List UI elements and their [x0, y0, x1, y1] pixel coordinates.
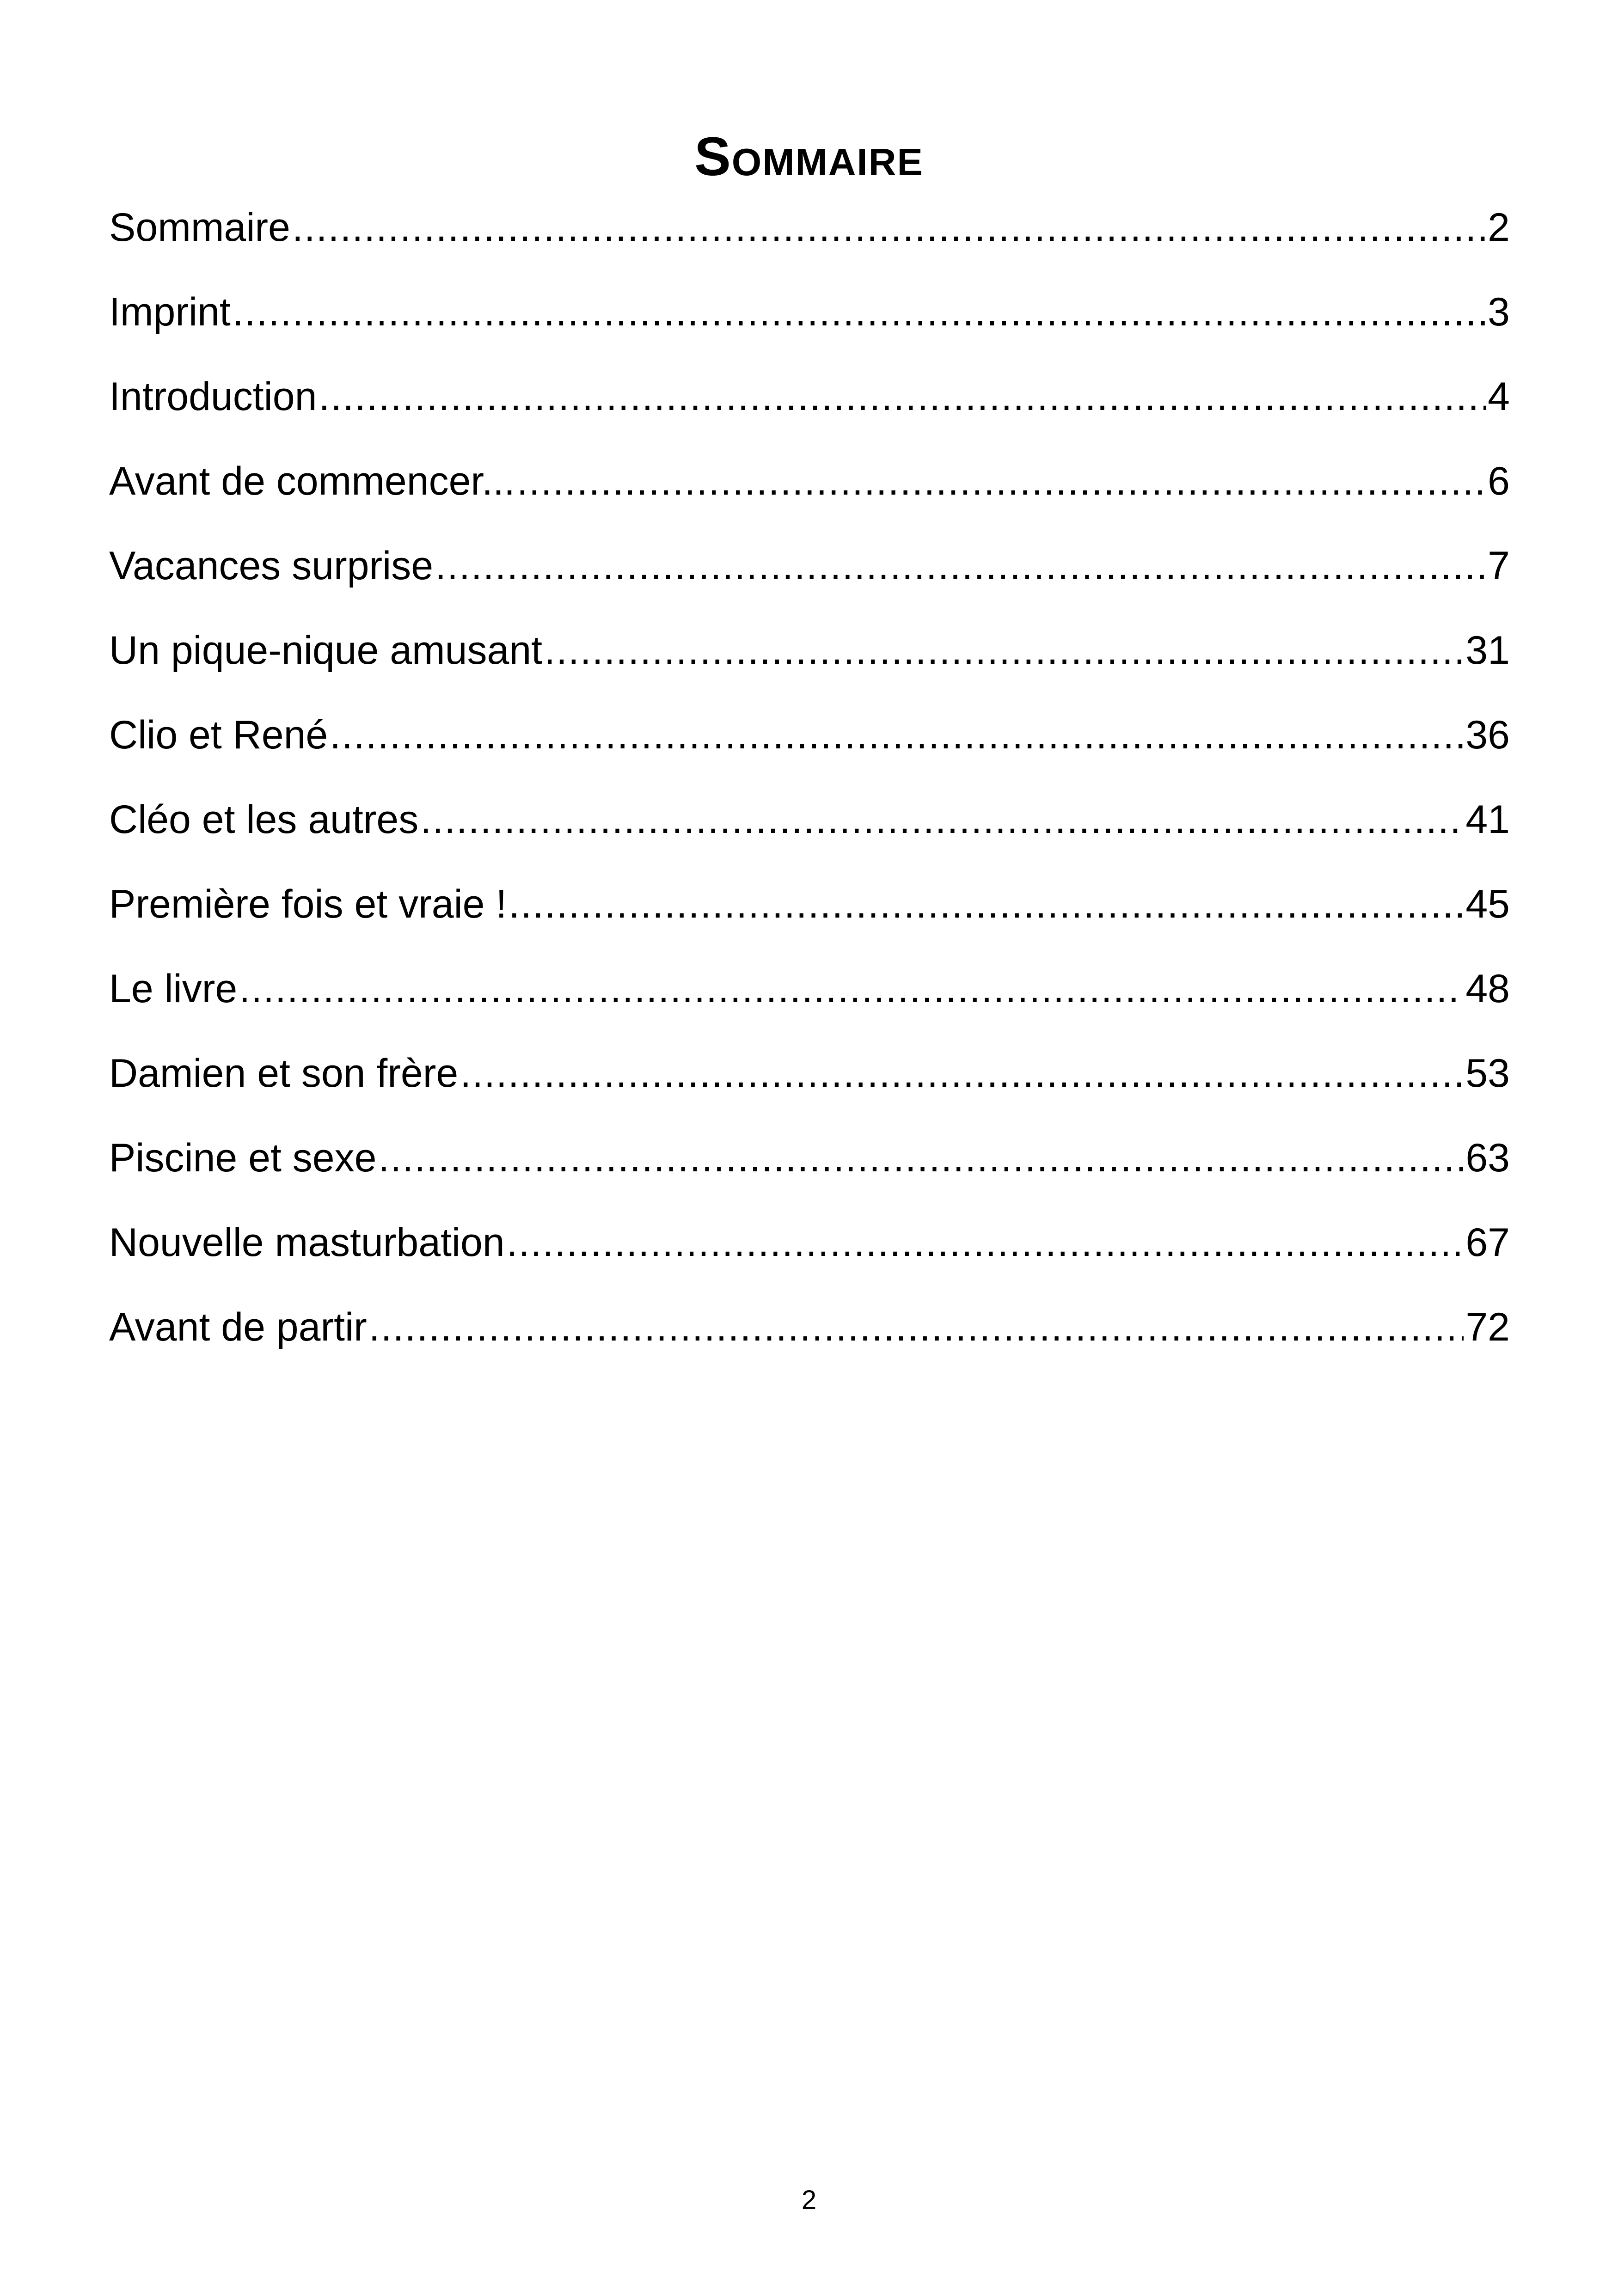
toc-entry[interactable]	[109, 705, 1510, 790]
toc-entry-label: Damien et son frère	[109, 1051, 459, 1096]
toc-entry-label: Clio et René	[109, 713, 328, 757]
toc-entry-label: Le livre	[109, 967, 238, 1011]
toc-entry-page: 45	[1465, 882, 1510, 926]
toc-entry-label: Imprint	[109, 290, 231, 334]
page-number: 2	[801, 2185, 817, 2215]
toc-entry-label: Avant de partir	[109, 1305, 367, 1349]
toc-entry-label: Première fois et vraie !	[109, 882, 507, 926]
toc-leader-dots	[292, 197, 1486, 257]
toc-entry[interactable]	[109, 1297, 1510, 1382]
toc-entry[interactable]	[109, 620, 1510, 705]
toc-entry[interactable]	[109, 197, 1510, 282]
toc-entry-page: 48	[1465, 967, 1510, 1011]
toc-entry[interactable]	[109, 874, 1510, 959]
toc-leader-dots	[509, 874, 1464, 934]
table-of-contents	[109, 197, 1510, 1382]
page-title: Sommaire	[694, 126, 924, 188]
toc-entry-label: Nouvelle masturbation	[109, 1220, 505, 1265]
toc-leader-dots	[239, 959, 1464, 1019]
toc-entry[interactable]	[109, 367, 1510, 451]
toc-entry-page: 36	[1465, 713, 1510, 757]
toc-leader-dots	[507, 1212, 1464, 1273]
toc-entry-page: 63	[1465, 1136, 1510, 1180]
toc-leader-dots	[517, 451, 1486, 511]
toc-leader-dots	[378, 1128, 1464, 1188]
toc-entry[interactable]	[109, 959, 1510, 1043]
toc-entry-page: 2	[1488, 205, 1510, 250]
toc-entry-page: 72	[1465, 1305, 1510, 1349]
toc-entry-page: 41	[1465, 797, 1510, 842]
toc-entry-label: Cléo et les autres	[109, 797, 419, 842]
toc-entry-page: 3	[1488, 290, 1510, 334]
toc-entry-page: 53	[1465, 1051, 1510, 1096]
toc-entry-page: 6	[1488, 459, 1510, 503]
toc-entry[interactable]	[109, 282, 1510, 367]
toc-entry-label: Vacances surprise	[109, 544, 434, 588]
toc-leader-dots	[420, 790, 1464, 850]
toc-entry-label: Piscine et sexe	[109, 1136, 377, 1180]
toc-entry-page: 31	[1465, 628, 1510, 673]
toc-leader-dots	[330, 705, 1464, 765]
toc-leader-dots	[233, 282, 1486, 342]
toc-entry-page: 4	[1488, 374, 1510, 419]
toc-entry-page: 7	[1488, 544, 1510, 588]
toc-entry[interactable]	[109, 1212, 1510, 1297]
toc-leader-dots	[319, 367, 1486, 427]
toc-entry-label: Sommaire	[109, 205, 290, 250]
toc-leader-dots	[435, 536, 1486, 596]
toc-entry-page: 67	[1465, 1220, 1510, 1265]
toc-entry[interactable]	[109, 1043, 1510, 1128]
toc-entry[interactable]	[109, 451, 1510, 536]
toc-entry-label: Introduction	[109, 374, 317, 419]
toc-leader-dots	[544, 620, 1464, 680]
toc-leader-dots	[369, 1297, 1464, 1357]
toc-entry-label: Avant de commencer...	[109, 459, 515, 503]
toc-entry[interactable]	[109, 536, 1510, 620]
toc-entry[interactable]	[109, 1128, 1510, 1212]
toc-leader-dots	[460, 1043, 1464, 1103]
toc-entry[interactable]	[109, 790, 1510, 874]
toc-entry-label: Un pique-nique amusant	[109, 628, 543, 673]
